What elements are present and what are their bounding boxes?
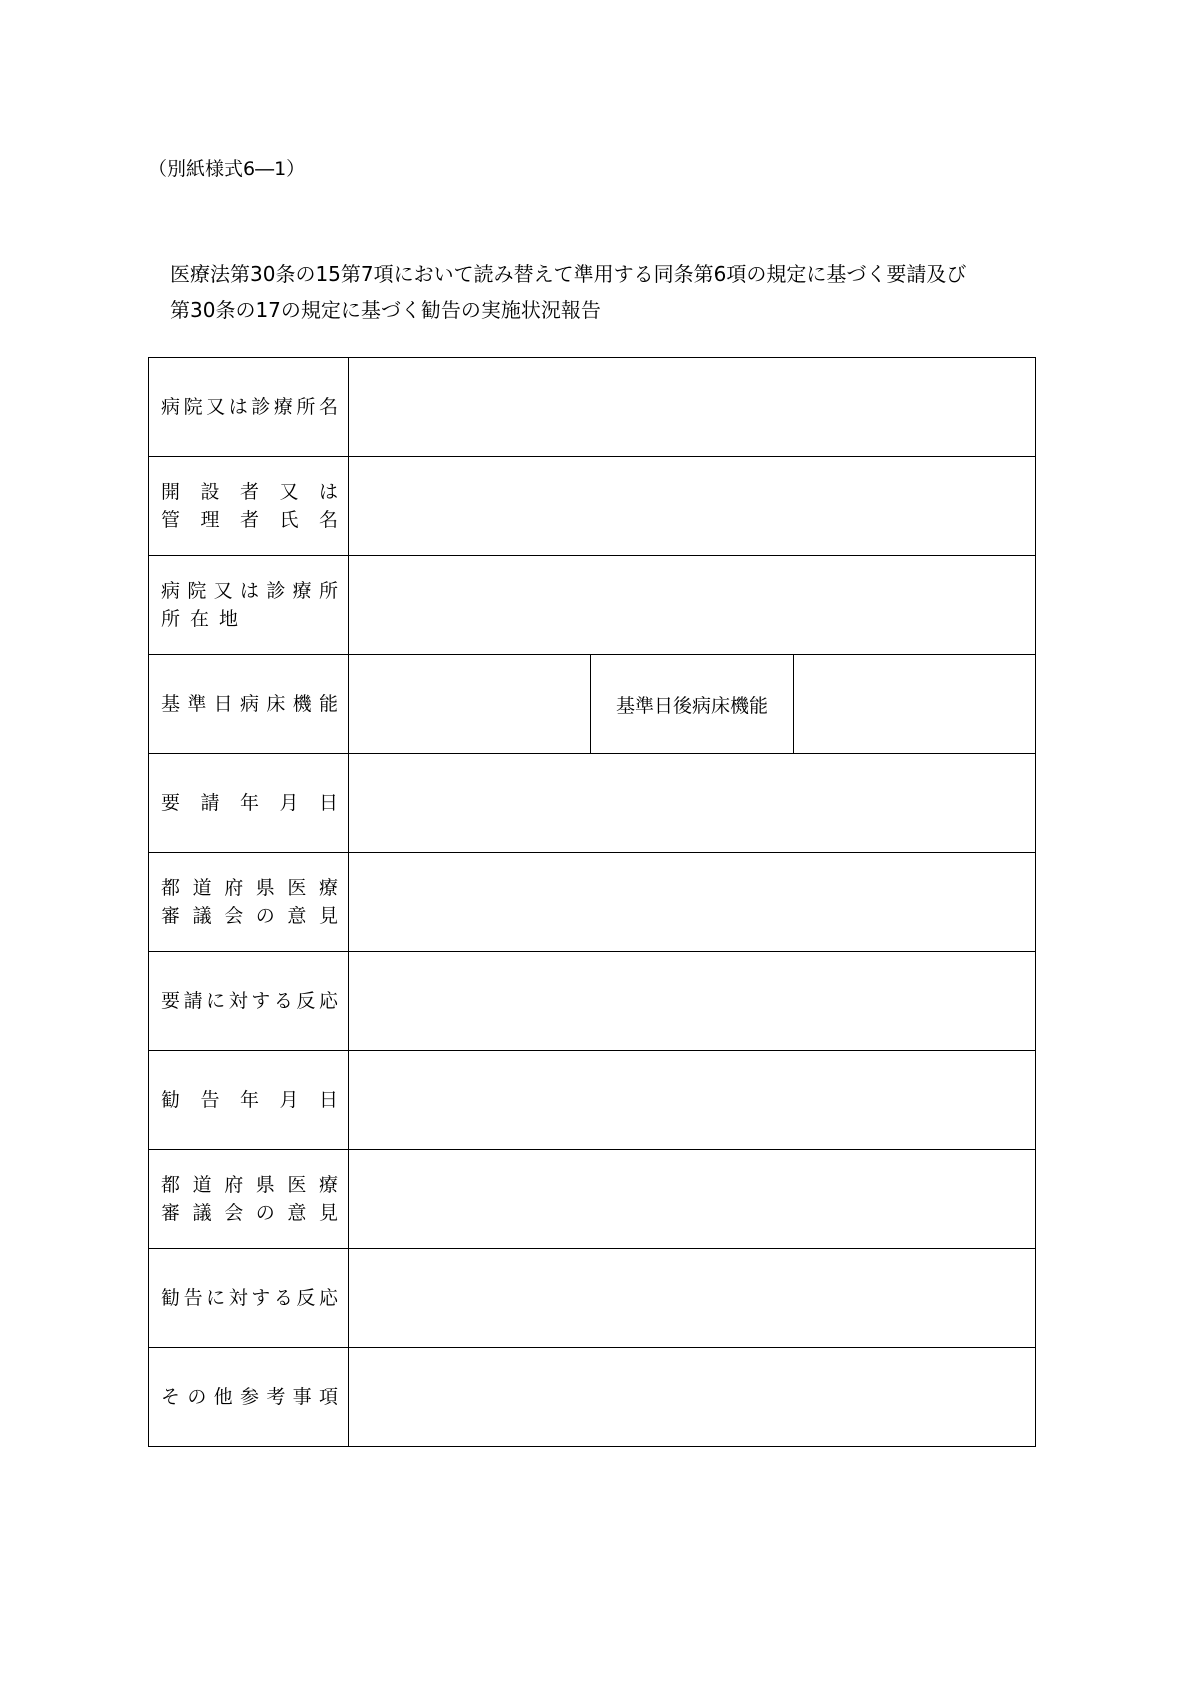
label-request-response: 要請に対する反応	[161, 990, 338, 1012]
label-other-notes: その他参考事項	[161, 1386, 338, 1408]
field-base-function[interactable]	[349, 655, 591, 754]
row-other-notes	[149, 1348, 1036, 1447]
row-location	[149, 556, 1036, 655]
label-founder-line2: 管理者氏名	[161, 509, 338, 531]
label-base-function: 基準日病床機能	[161, 693, 338, 715]
label-facility-name: 病院又は診療所名	[161, 396, 338, 418]
field-request-response[interactable]	[349, 952, 1036, 1051]
label-council1-line1: 都道府県医療	[161, 877, 338, 899]
field-location[interactable]	[349, 556, 1036, 655]
field-facility-name[interactable]	[349, 358, 1036, 457]
label-after-function: 基準日後病床機能	[591, 655, 794, 754]
field-council-opinion-1[interactable]	[349, 853, 1036, 952]
label-council2-line1: 都道府県医療	[161, 1174, 338, 1196]
label-location-line2: 所在地	[161, 608, 249, 630]
form-id: （別紙様式6―1）	[148, 158, 306, 180]
field-request-date[interactable]	[349, 754, 1036, 853]
row-founder	[149, 457, 1036, 556]
row-council-opinion-2	[149, 1150, 1036, 1249]
label-council2-line2: 審議会の意見	[161, 1202, 338, 1224]
row-bed-function	[149, 655, 1036, 754]
title-line-1: 医療法第30条の15第7項において読み替えて準用する同条第6項の規定に基づく要請及び	[170, 262, 967, 286]
label-recommend-response: 勧告に対する反応	[161, 1287, 338, 1309]
label-founder-line1: 開設者又は	[161, 481, 338, 503]
label-location-line1: 病院又は診療所	[161, 580, 338, 602]
label-recommend-date: 勧告年月日	[161, 1089, 338, 1111]
row-facility-name	[149, 358, 1036, 457]
field-recommend-date[interactable]	[349, 1051, 1036, 1150]
field-founder[interactable]	[349, 457, 1036, 556]
title-line-2: 第30条の17の規定に基づく勧告の実施状況報告	[170, 298, 601, 322]
field-after-function[interactable]	[794, 655, 1036, 754]
field-other-notes[interactable]	[349, 1348, 1036, 1447]
label-request-date: 要請年月日	[161, 792, 338, 814]
row-recommend-date	[149, 1051, 1036, 1150]
row-request-response	[149, 952, 1036, 1051]
field-recommend-response[interactable]	[349, 1249, 1036, 1348]
field-council-opinion-2[interactable]	[349, 1150, 1036, 1249]
row-recommend-response	[149, 1249, 1036, 1348]
document-title	[170, 256, 1050, 328]
row-request-date	[149, 754, 1036, 853]
row-council-opinion-1	[149, 853, 1036, 952]
label-council1-line2: 審議会の意見	[161, 905, 338, 927]
report-form-table	[148, 357, 1036, 1447]
